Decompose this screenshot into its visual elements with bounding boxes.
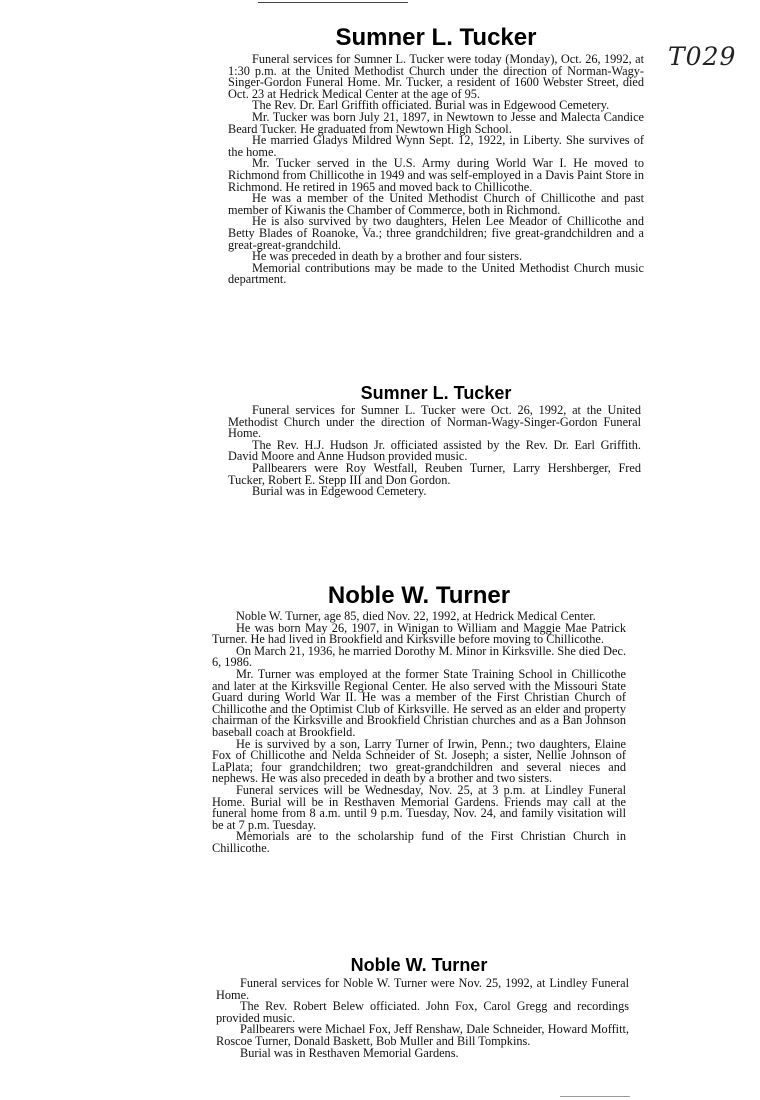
funeral-notice-body-turner xyxy=(216,978,629,1059)
paragraph: He was preceded in death by a brother and four sisters. xyxy=(252,249,523,264)
paragraph: Funeral services for Noble W. Turner were Nov. 25, 1992, at Lindley Funeral Home. xyxy=(216,976,629,1002)
paragraph: On March 21, 1936, he married Dorothy M. Minor in Kirksville. She died Dec. 6, 1986. xyxy=(212,643,627,670)
obituary-body-turner xyxy=(212,611,626,854)
paragraph: The Rev. H.J. Hudson Jr. officiated assisted by the Rev. Dr. Earl Griffith. David Moore and Anne Hudson provided music. xyxy=(228,437,641,464)
paragraph: Burial was in Resthaven Memorial Gardens. xyxy=(240,1045,459,1060)
paragraph: Mr. Turner was employed at the former State Training School in Chillicothe and later at the Kirksville Regional Center. He also served with the Missouri State Guard during World War II. He was a member of the First Christian Church of Chillicothe and the Optimist Club of Kirksville. He served as an elder and property chairman of the Kirksville and Brookfield Christian churches and as a Ban Johnson baseball coach at Brookfield. xyxy=(212,666,626,739)
paragraph: Mr. Tucker served in the U.S. Army during World War I. He moved to Richmond from Chillicothe in 1949 and was self-employed in a Davis Paint Store in Richmond. He retired in 1965 and moved back to Chillicothe. xyxy=(228,156,644,194)
top-rule xyxy=(258,2,408,3)
paragraph: Burial was in Edgewood Cemetery. xyxy=(252,484,427,499)
paragraph: Mr. Tucker was born July 21, 1897, in Newtown to Jesse and Malecta Candice Beard Tucker. He graduated from Newtown High School. xyxy=(228,109,644,136)
paragraph: The Rev. Dr. Earl Griffith officiated. Burial was in Edgewood Cemetery. xyxy=(252,98,610,113)
paragraph: Noble W. Turner, age 85, died Nov. 22, 1992, at Hedrick Medical Center. xyxy=(236,609,596,623)
funeral-notice-title-tucker: Sumner L. Tucker xyxy=(360,383,512,403)
obituary-title-tucker: Sumner L. Tucker xyxy=(335,24,537,51)
paragraph: He married Gladys Mildred Wynn Sept. 12, 1922, in Liberty. She survives of the home. xyxy=(228,133,644,159)
paragraph: Pallbearers were Roy Westfall, Reuben Turner, Larry Hershberger, Fred Tucker, Robert E. Stepp III and Don Gordon. xyxy=(228,460,641,487)
paragraph: He was born May 26, 1907, in Winigan to William and Maggie Mae Patrick Turner. He had lived in Brookfield and Kirksville before moving to Chillicothe. xyxy=(212,620,626,647)
paragraph: Funeral services for Sumner L. Tucker were today (Monday), Oct. 26, 1992, at 1:30 p.m. at the United Methodist Church under the direction of Norman-Wagy-Singer-Gordon Funeral Home. Mr. Tucker, a resident of 1600 Webster Street, died Oct. 23 at Hedrick Medical Center at the age of 95. xyxy=(228,52,644,101)
paragraph: Funeral services for Sumner L. Tucker were Oct. 26, 1992, at the United Methodist Church under the direction of Norman-Wagy-Singer-Gordon Funeral Home. xyxy=(228,403,641,441)
obituary-body-tucker xyxy=(228,54,644,286)
paragraph: Memorials are to the scholarship fund of the First Christian Church in Chillicothe. xyxy=(212,829,626,855)
bottom-rule xyxy=(560,1096,630,1097)
paragraph: Funeral services will be Wednesday, Nov. 25, at 3 p.m. at Lindley Funeral Home. Burial will be in Resthaven Memorial Gardens. Friends may call at the funeral home from 8 a.m. until 9 p.m. Tuesday, Nov. 24, and family visitation will be at 7 p.m. Tuesday. xyxy=(212,782,626,832)
paragraph: Pallbearers were Michael Fox, Jeff Renshaw, Dale Schneider, Howard Moffitt, Roscoe Turner, Donald Baskett, Bob Muller and Bill Tompkins. xyxy=(216,1022,629,1048)
funeral-notice-title-turner: Noble W. Turner xyxy=(350,955,488,975)
paragraph: He is survived by a son, Larry Turner of Irwin, Penn.; two daughters, Elaine Fox of Chillicothe and Nelda Schneider of St. Joseph; a sister, Nellie Johnson of LaPlata; four grandchildren; two great-grandchildren and several nieces and nephews. He was also preceded in death by a brother and two sisters. xyxy=(212,736,626,786)
handwritten-file-note: T029 xyxy=(668,42,737,71)
funeral-notice-body-tucker xyxy=(228,405,641,498)
paragraph: Memorial contributions may be made to the United Methodist Church music department. xyxy=(228,260,644,287)
paragraph: He is also survived by two daughters, Helen Lee Meador of Chillicothe and Betty Blades of Roanoke, Va.; three grandchildren; five great-grandchildren and a great-great-grandchild. xyxy=(228,214,644,252)
paragraph: He was a member of the United Methodist Church of Chillicothe and past member of Kiwanis the Chamber of Commerce, both in Richmond. xyxy=(228,191,644,217)
paragraph: The Rev. Robert Belew officiated. John Fox, Carol Gregg and recordings provided music. xyxy=(216,999,629,1025)
obituary-title-turner: Noble W. Turner xyxy=(327,582,511,609)
